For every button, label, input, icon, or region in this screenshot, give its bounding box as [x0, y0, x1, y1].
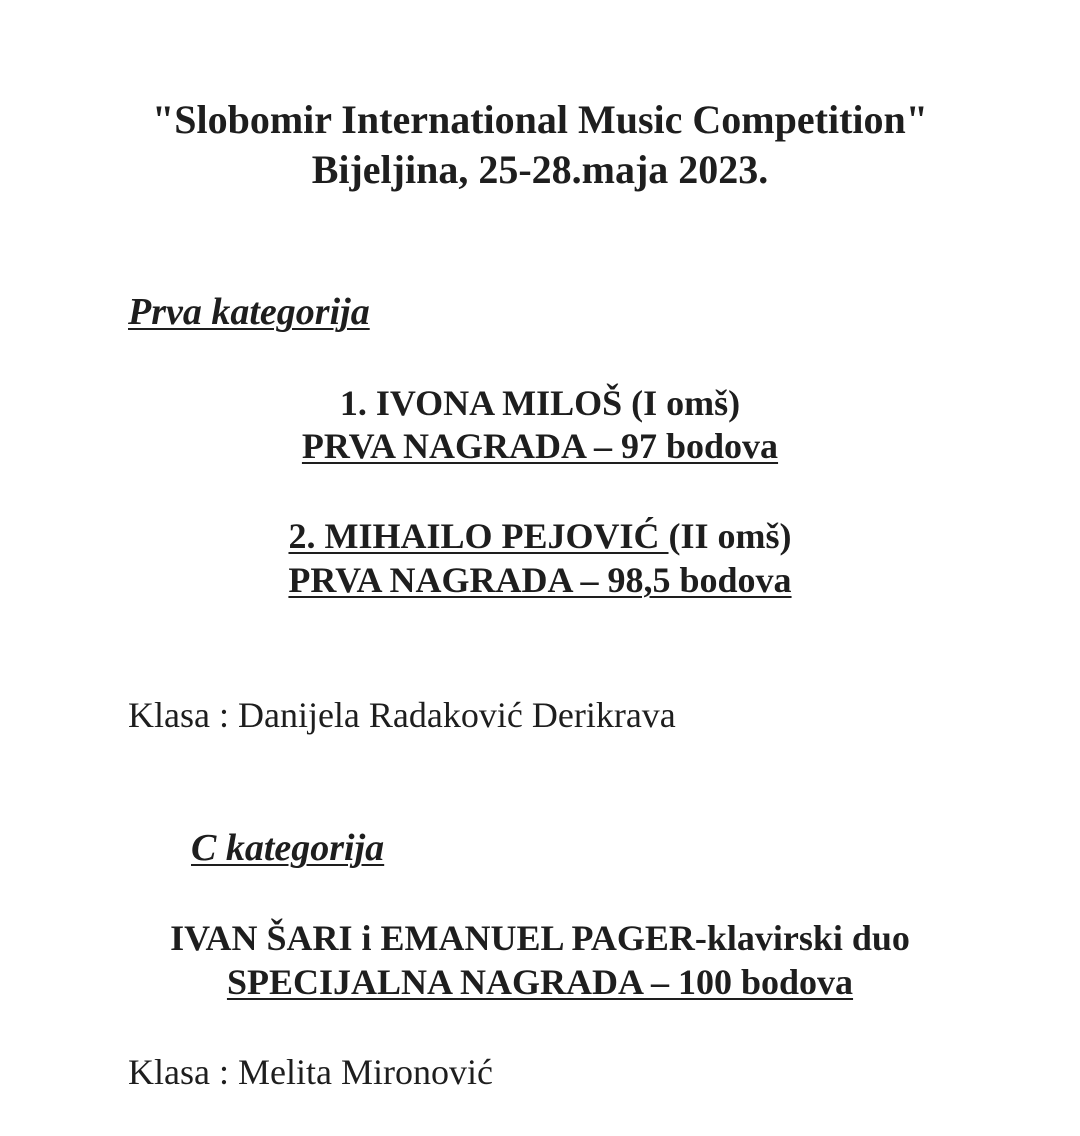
category-heading-c: C kategorija — [191, 827, 385, 869]
competition-title: "Slobomir International Music Competition" — [152, 97, 928, 142]
award-text: PRVA NAGRADA – 97 bodova — [301, 426, 779, 466]
teacher-line-category2: Klasa : Melita Mironović — [128, 1052, 493, 1092]
competition-date-location: Bijeljina, 25-28.maja 2023. — [311, 147, 769, 192]
entry-award-ivona — [0, 428, 1080, 464]
entry-name-mihailo — [0, 518, 1080, 554]
category-heading-prva: Prva kategorija — [128, 291, 370, 333]
award-text: PRVA NAGRADA – 98,5 bodova — [288, 560, 792, 600]
teacher-line-category1: Klasa : Danijela Radaković Derikrava — [128, 695, 676, 735]
entry-name-ivona: 1. IVONA MILOŠ (I omš) — [339, 383, 741, 423]
entry-school: (II omš) — [668, 516, 792, 556]
entry-name-underlined: 2. MIHAILO PEJOVIĆ — [288, 516, 669, 556]
entry-award-duo — [0, 964, 1080, 1000]
award-text: SPECIJALNA NAGRADA – 100 bodova — [226, 962, 854, 1002]
entry-name-duo: IVAN ŠARI i EMANUEL PAGER-klavirski duo — [170, 918, 910, 958]
entry-award-mihailo — [0, 562, 1080, 598]
